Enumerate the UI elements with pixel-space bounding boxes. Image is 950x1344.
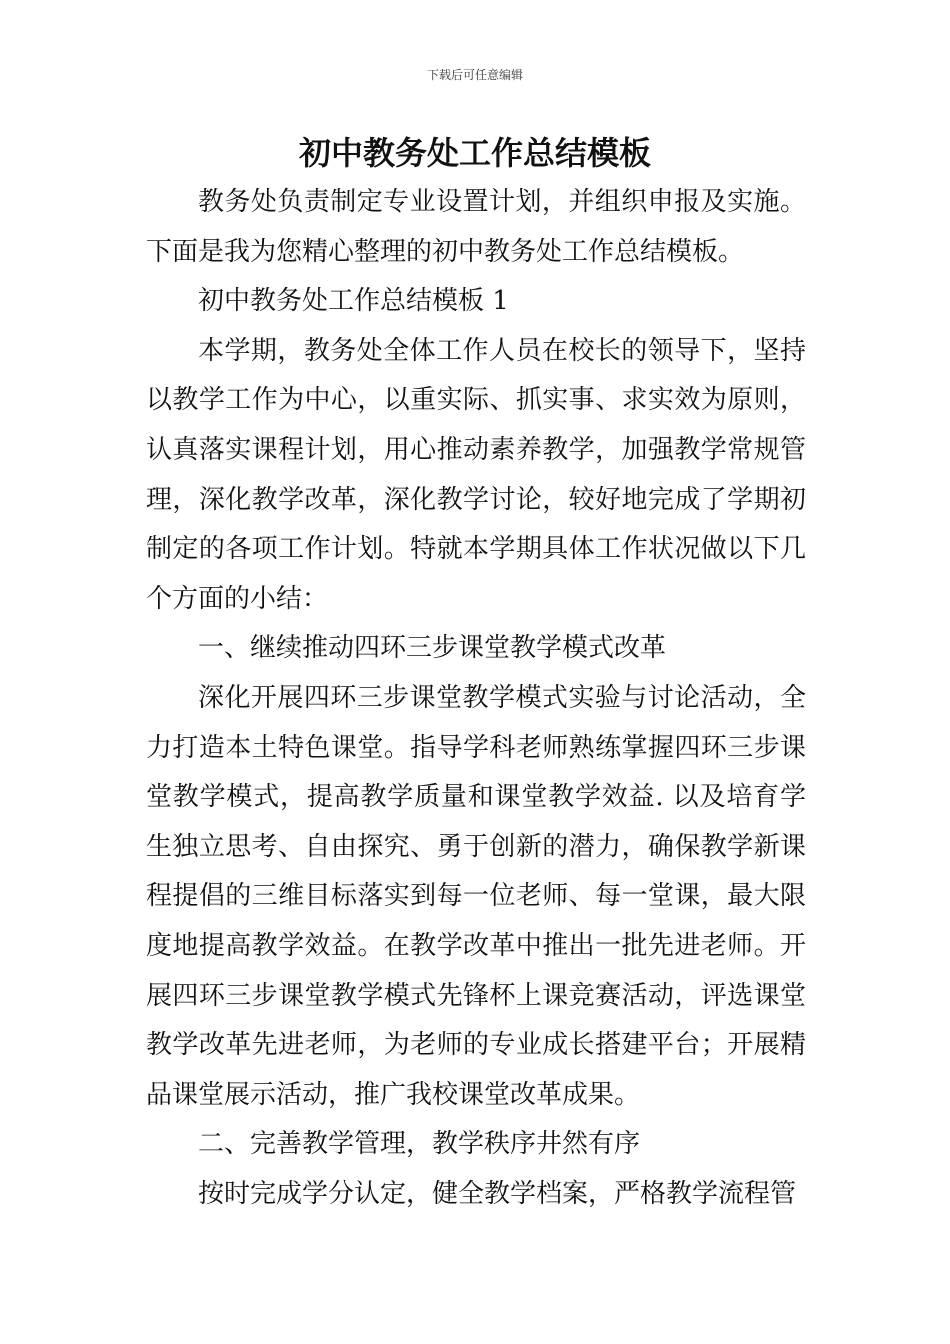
section-heading: 二、完善教学管理，教学秩序井然有序 <box>198 1129 641 1160</box>
body-paragraph: 深化开展四环三步课堂教学模式实验与讨论活动，全力打造本土特色课堂。指导学科老师熟练掌握四环三步课堂教学模式，提高教学质量和课堂教学效益. 以及培育学生独立思考、自由探究、勇于创新的潜力，确保教学新课程提倡的三维目标落实到每一位老师、每一堂课，最大限度地提高教学效益。在教学改革中推出一批先进老师。开展四环三步课堂教学模式先锋杯上课竞赛活动，评选课堂教学改革先进老师，为老师的专业成长搭建平台；开展精品课堂展示活动，推广我校课堂改革成果。 <box>146 682 806 1110</box>
section-heading: 初中教务处工作总结模板 1 <box>198 286 509 317</box>
section-heading: 一、继续推动四环三步课堂教学模式改革 <box>198 633 667 664</box>
body-paragraph: 本学期，教务处全体工作人员在校长的领导下，坚持以教学工作为中心，以重实际、抓实事、求实效为原则，认真落实课程计划，用心推动素养教学，加强教学常规管理，深化教学改革，深化教学讨论，较好地完成了学期初制定的各项工作计划。特就本学期具体工作状况做以下几个方面的小结： <box>146 335 806 614</box>
header-note: 下载后可任意编辑 <box>426 68 523 82</box>
document-body <box>146 178 806 1219</box>
document-title: 初中教务处工作总结模板 <box>298 134 651 172</box>
body-paragraph: 按时完成学分认定，健全教学档案，严格教学流程管 <box>198 1178 797 1209</box>
intro-paragraph: 教务处负责制定专业设置计划，并组织申报及实施。下面是我为您精心整理的初中教务处工作总结模板。 <box>146 187 806 267</box>
